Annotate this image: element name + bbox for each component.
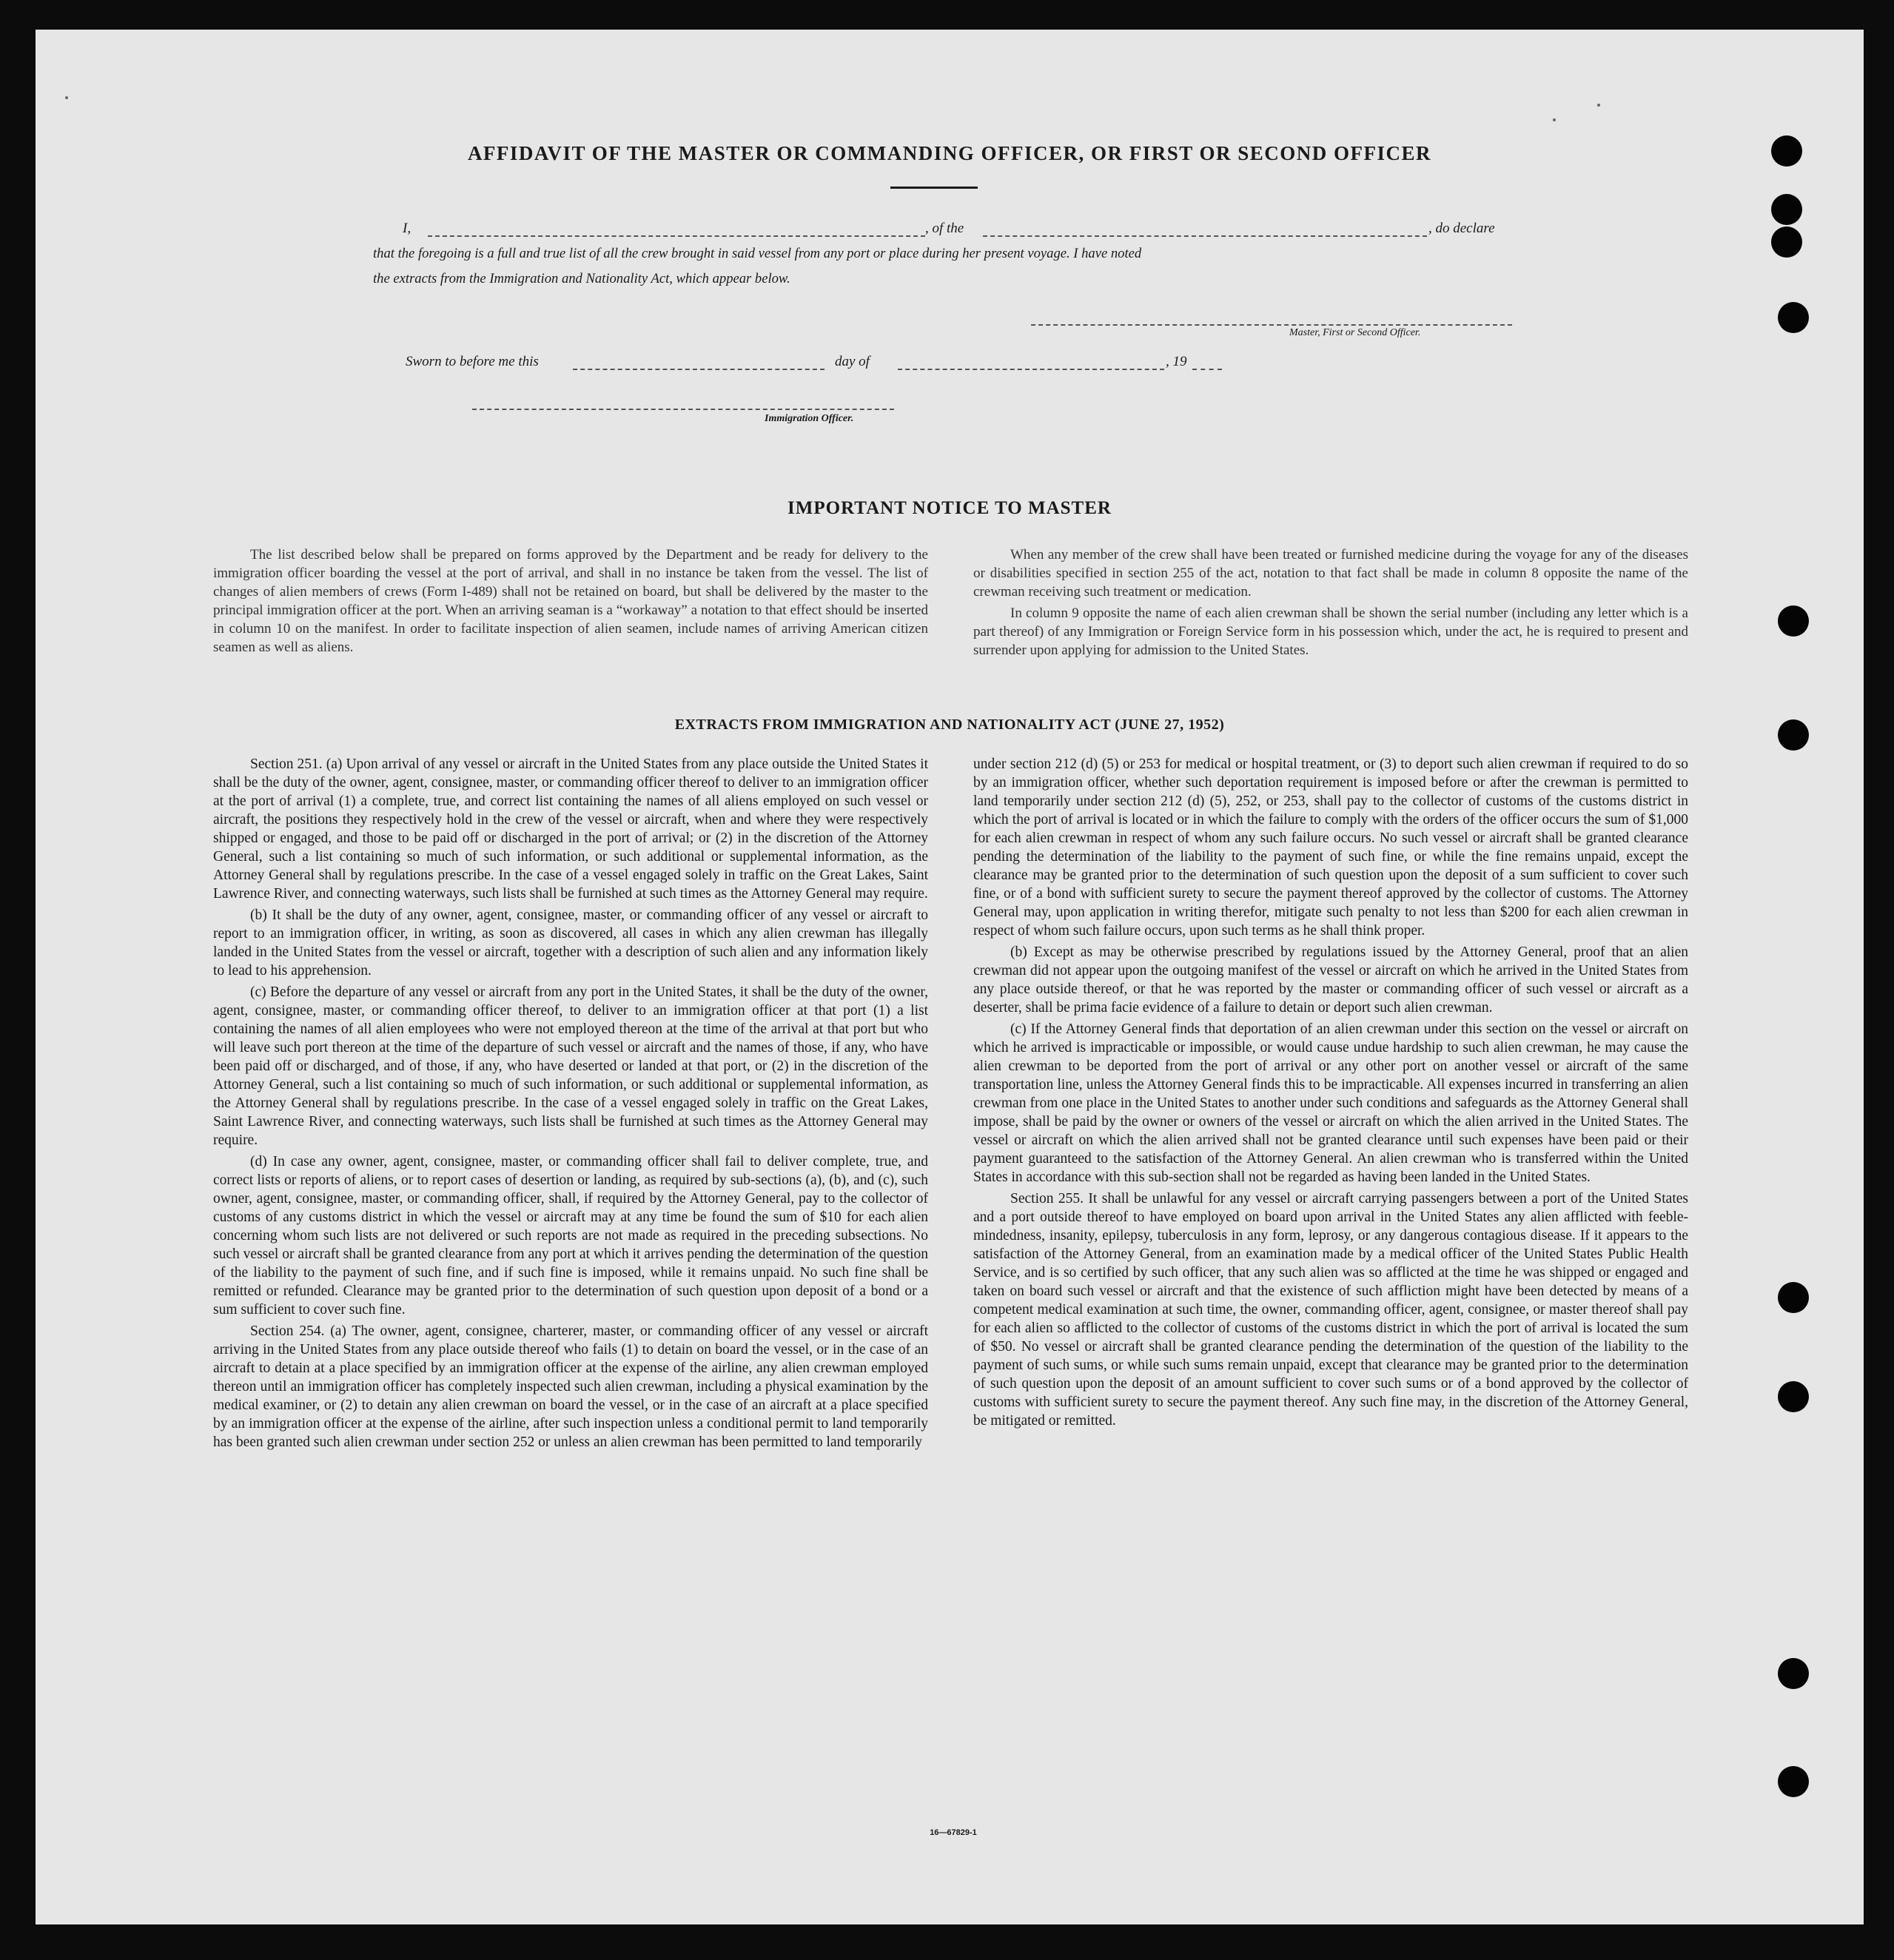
notice-right-column <box>973 546 1688 662</box>
master-signature-label: Master, First or Second Officer. <box>1289 327 1421 338</box>
notice-left-column <box>213 546 928 660</box>
declaration-line-2: that the foregoing is a full and true list of all the crew brought in said vessel from any port or place during her present voyage. I have noted <box>373 246 1142 261</box>
punch-hole <box>1778 1766 1809 1797</box>
sworn-month-blank <box>898 369 1164 370</box>
section-251-d: (d) In case any owner, agent, consignee, master, or commanding officer shall fail to deliver complete, true, and correct lists or reports of aliens, or to report cases of desertion or landing, as required by sub-sections (a), (b), and (c), such owner, agent, consignee, master, or commanding officer, shall, if required by the Attorney General, pay to the collector of customs of any customs district in which the vessel or aircraft may at any time be found the sum of $10 for each alien concerning whom such lists are not delivered or such reports are not made as required in the preceding subsections. No such vessel or aircraft shall be granted clearance from any port at which it arrives pending the determination of the question of the liability to the payment of such fine, and if such fine is imposed, while it remains unpaid. No such fine shall be remitted or refunded. Clearance may be granted prior to the determination of such question upon deposit of a bond or a sum sufficient to cover such fine. <box>213 1154 928 1318</box>
section-254-a-continued: under section 212 (d) (5) or 253 for medical or hospital treatment, or (3) to deport such alien crewman if required to do so by an immigration officer, whether such deportation requirement is imposed before or after the crewman is permitted to land temporarily under section 212 (d) (5), 252, or 253, shall pay to the collector of customs of the customs district in which the port of arrival is located or in which the failure to comply with the orders of the officer occurs the sum of $1,000 for each alien crewman in respect of whom any such failure occurs. No such vessel or aircraft shall be granted clearance pending the determination of the liability to the payment of such fine, or while the fine remains unpaid, except the clearance may be granted prior to the determination of such question upon the deposit of a sum sufficient to cover such fine, or of a bond with sufficient surety to secure the payment thereof approved by the collector of customs. The Attorney General may, upon application in writing therefor, mitigate such penalty to not less than $200 for each alien crewman in respect of whom such failure occurs, upon such terms as he shall think proper. <box>973 756 1688 939</box>
year-blank <box>1192 369 1222 370</box>
notice-title: IMPORTANT NOTICE TO MASTER <box>788 498 1112 518</box>
scan-speck <box>1597 104 1600 107</box>
section-254-c: (c) If the Attorney General finds that deportation of an alien crewman under this section on the vessel or aircraft on which he arrived is impracticable or impossible, or would cause undue hardship to such alien crewman, he may cause the alien crewman to be deported from the port of arrival or any other port on another vessel or aircraft of the same transportation line, unless the Attorney General finds this to be impracticable. All expenses incurred in transferring an alien crewman from one place in the United States to another under such conditions and safeguards as the Attorney General shall impose, shall be paid by the owner or owners of the vessel or aircraft on which the alien arrived in the United States. The vessel or aircraft on which the alien arrived shall not be granted clearance until such expenses have been paid or their payment guaranteed to the satisfaction of the Attorney General. An alien crewman who is transferred within the United States in accordance with this sub-section shall not be regarded as having been landed in the United States. <box>973 1021 1688 1185</box>
sworn-label: Sworn to before me this <box>406 354 539 369</box>
immigration-officer-line <box>472 409 894 410</box>
punch-hole <box>1778 1282 1809 1313</box>
notice-right-paragraph-2: In column 9 opposite the name of each alien crewman shall be shown the serial number (including any letter which is a part thereof) of any Immigration or Foreign Service form in his possession which, under the act, he is required to present and surrender upon applying for admission to the United States. <box>973 605 1688 658</box>
punch-hole <box>1778 1381 1809 1412</box>
title-underline <box>890 187 978 189</box>
day-of-label: day of <box>835 354 870 369</box>
punch-hole <box>1771 226 1802 258</box>
affidavit-title: AFFIDAVIT OF THE MASTER OR COMMANDING OFFICER, OR FIRST OR SECOND OFFICER <box>467 142 1432 164</box>
extracts-right-column <box>973 755 1688 1433</box>
punch-hole <box>1778 302 1809 333</box>
section-255: Section 255. It shall be unlawful for any vessel or aircraft carrying passengers between a port of the United States and a port outside thereof to have employed on board upon arrival in the United States any alien afflicted with feeble-mindedness, insanity, epilepsy, tuberculosis in any form, leprosy, or any dangerous contagious disease. If it appears to the satisfaction of the Attorney General, from an examination made by a medical officer of the United States Public Health Service, and is so certified by such officer, that any such alien was so afflicted at the time he was shipped or engaged and taken on board such vessel or aircraft and that the existence of such affliction might have been detected by means of a competent medical examination at such time, the owner, commanding officer, agent, consignee, or master thereof shall pay for each alien so afflicted to the collector of customs of the customs district in which the port of arrival is located the sum of $50. No vessel or aircraft shall be granted clearance pending the determination of the question of the liability to the payment of such sums, or while such sums remain unpaid, except that clearance may be granted prior to the determination of such question upon the deposit of an amount sufficient to cover such sums or of a bond approved by the collector of customs with sufficient surety to secure the payment thereof. Any such fine may, in the discretion of the Attorney General, be mitigated or remitted. <box>973 1191 1688 1429</box>
form-code: 16—67829-1 <box>930 1828 977 1837</box>
of-the-label: , of the <box>925 221 964 236</box>
sworn-day-blank <box>573 369 825 370</box>
declare-label: , do declare <box>1428 221 1495 236</box>
notice-left-paragraph: The list described below shall be prepared on forms approved by the Department and be ready for delivery to the immigration officer boarding the vessel at the port of arrival, and shall in no instance be taken from the vessel. The list of changes of alien members of crews (Form I-489) shall not be retained on board, but shall be delivered by the master to the principal immigration officer at the port. When an arriving seaman is a “workaway” a notation to that effect should be inserted in column 10 on the manifest. In order to facilitate inspection of alien seamen, include names of arriving American citizen seamen as well as aliens. <box>213 547 928 655</box>
punch-hole <box>1778 1658 1809 1689</box>
master-signature-line <box>1031 324 1512 326</box>
scan-speck <box>65 96 68 99</box>
extracts-title: EXTRACTS FROM IMMIGRATION AND NATIONALITY ACT (JUNE 27, 1952) <box>674 716 1225 733</box>
declaration-line-3: the extracts from the Immigration and Nationality Act, which appear below. <box>373 271 790 286</box>
extracts-left-column <box>213 755 928 1454</box>
i-label: I, <box>403 221 412 236</box>
punch-hole <box>1771 194 1802 225</box>
section-254-a: Section 254. (a) The owner, agent, consignee, charterer, master, or commanding officer of any vessel or aircraft arriving in the United States from any place outside thereof who fails (1) to detain on board the vessel, or in the case of an aircraft to detain at a place specified by an immigration officer at the expense of the airline, any alien crewman employed thereon until an immigration officer has completely inspected such alien crewman, including a physical examination by the medical examiner, or (2) to detain any alien crewman on board the vessel, or in the case of an aircraft at a place specified by an immigration officer at the expense of the airline, after such inspection unless a conditional permit to land temporarily has been granted such alien crewman under section 252 or unless an alien crewman has been permitted to land temporarily <box>213 1323 928 1450</box>
punch-hole <box>1778 605 1809 637</box>
name-blank <box>428 235 925 237</box>
section-254-b: (b) Except as may be otherwise prescribed by regulations issued by the Attorney General, proof that an alien crewman did not appear upon the outgoing manifest of the vessel or aircraft on which he arrived in the United States from any place outside thereof, or that he was reported by the master or commanding officer of such vessel or aircraft as a deserter, shall be prima facie evidence of a failure to detain or deport such alien crewman. <box>973 944 1688 1016</box>
scan-speck <box>1553 118 1556 121</box>
section-251-b: (b) It shall be the duty of any owner, agent, consignee, master, or commanding officer of any vessel or aircraft to report to an immigration officer, in writing, as soon as discovered, all cases in which any alien crewman has illegally landed in the United States from the vessel or aircraft, together with a description of such alien and any information likely to lead to his apprehension. <box>213 907 928 979</box>
section-251-c: (c) Before the departure of any vessel or aircraft from any port in the United States, it shall be the duty of the owner, agent, consignee, master, or commanding officer thereof, to deliver to an immigration officer at that port (1) a list containing the names of all alien employees who were not employed thereon at the time of the arrival at that port but who will leave such port thereon at the time of the departure of such vessel or aircraft and the names of those, if any, who have been paid off or discharged, and of those, if any, who have deserted or landed at that port, or (2) in the discretion of the Attorney General, such a list containing so much of such information, or such additional or supplemental information, as the Attorney General shall by regulations prescribe. In the case of a vessel engaged solely in traffic on the Great Lakes, Saint Lawrence River, and connecting waterways, such lists shall be furnished at such times as the Attorney General may require. <box>213 984 928 1148</box>
immigration-officer-label: Immigration Officer. <box>765 413 854 424</box>
document-page <box>36 30 1864 1924</box>
year-label: , 19 <box>1166 354 1187 369</box>
notice-right-paragraph-1: When any member of the crew shall have been treated or furnished medicine during the voyage for any of the diseases or disabilities specified in section 255 of the act, notation to that fact shall be made in column 8 opposite the name of the crewman receiving such treatment or medication. <box>973 547 1688 600</box>
section-251-a: Section 251. (a) Upon arrival of any vessel or aircraft in the United States from any place outside the United States it shall be the duty of the owner, agent, consignee, master, or commanding officer thereof to deliver to an immigration officer at the port of arrival (1) a complete, true, and correct list containing the names of all aliens employed on such vessel or aircraft, the positions they respectively hold in the crew of the vessel or aircraft, when and where they were respectively shipped or engaged, and those to be paid off or discharged in the port of arrival; or (2) in the discretion of the Attorney General, such a list containing so much of such information, or such additional or supplemental information, as the Attorney General shall by regulations prescribe. In the case of a vessel engaged solely in traffic on the Great Lakes, Saint Lawrence River, and connecting waterways, such lists shall be furnished at such times as the Attorney General may require. <box>213 756 928 902</box>
vessel-blank <box>983 235 1427 237</box>
